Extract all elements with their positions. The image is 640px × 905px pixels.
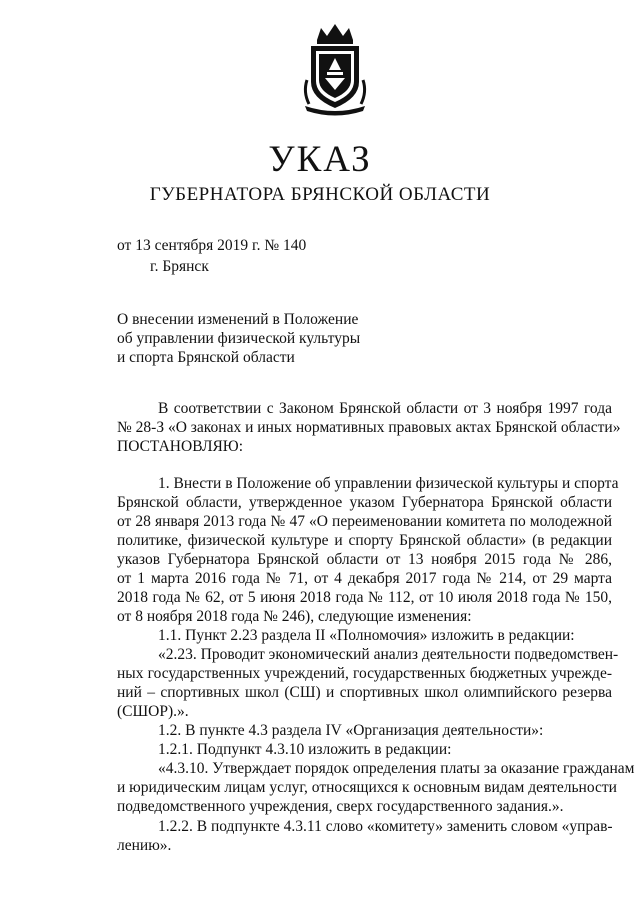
item1-line: Брянской области, утвержденное указом Губернатора Брянской области — [117, 494, 612, 511]
item1-2-1: 1.2.1. Подпункт 4.3.10 изложить в редакции: — [158, 741, 452, 758]
quote-2-23-line: «2.23. Проводит экономический анализ деятельности подведомствен- — [158, 646, 619, 663]
item1-line: политике, физической культуре и спорту Брянской области» (в редакции — [117, 532, 612, 549]
decree-date-number: от 13 сентября 2019 г. № 140 — [117, 237, 307, 254]
preamble-decree-word: ПОСТАНОВЛЯЮ: — [117, 438, 244, 455]
subject-line: О внесении изменений в Положение — [117, 311, 359, 328]
quote-4-3-10-line: подведомственного учреждения, сверх государственного задания.». — [117, 798, 564, 815]
item1-line: 1. Внести в Положение об управлении физической культуры и спорта — [158, 475, 619, 492]
item1-line: указов Губернатора Брянской области от 13 ноября 2015 года № 286, — [117, 551, 612, 568]
item1-1: 1.1. Пункт 2.23 раздела II «Полномочия» изложить в редакции: — [158, 627, 575, 644]
quote-2-23-line: (СШОР).». — [117, 703, 189, 720]
item1-2-2-line: лению». — [117, 837, 172, 854]
preamble-line: № 28-З «О законах и иных нормативных правовых актах Брянской области» — [117, 419, 621, 436]
item1-2-2-line: 1.2.2. В подпункте 4.3.11 слово «комитету» заменить словом «управ- — [158, 818, 613, 835]
decree-city: г. Брянск — [150, 258, 209, 275]
subject-line: и спорта Брянской области — [117, 349, 295, 366]
item1-line: от 8 ноября 2018 года № 246), следующие изменения: — [117, 608, 472, 625]
coat-of-arms-icon — [297, 20, 373, 116]
preamble-line: В соответствии с Законом Брянской области от 3 ноября 1997 года — [158, 400, 612, 417]
item1-line: 2018 года № 62, от 5 июня 2018 года № 112, от 10 июля 2018 года № 150, — [117, 589, 612, 606]
subject-line: об управлении физической культуры — [117, 330, 361, 347]
quote-2-23-line: ний – спортивных школ (СШ) и спортивных школ олимпийского резерва — [117, 684, 612, 701]
decree-title: УКАЗ — [268, 139, 372, 180]
quote-4-3-10-line: и юридическим лицам услуг, относящихся к основным видам деятельности — [117, 779, 617, 796]
quote-2-23-line: ных государственных учреждений, государственных бюджетных учрежде- — [117, 665, 612, 682]
item1-line: от 28 января 2013 года № 47 «О переименовании комитета по молодежной — [117, 513, 612, 530]
quote-4-3-10-line: «4.3.10. Утверждает порядок определения платы за оказание гражданам — [158, 760, 635, 777]
decree-subtitle: ГУБЕРНАТОРА БРЯНСКОЙ ОБЛАСТИ — [149, 184, 491, 205]
item1-2: 1.2. В пункте 4.3 раздела IV «Организация деятельности»: — [158, 722, 544, 739]
item1-line: от 1 марта 2016 года № 71, от 4 декабря 2017 года № 214, от 29 марта — [117, 570, 612, 587]
